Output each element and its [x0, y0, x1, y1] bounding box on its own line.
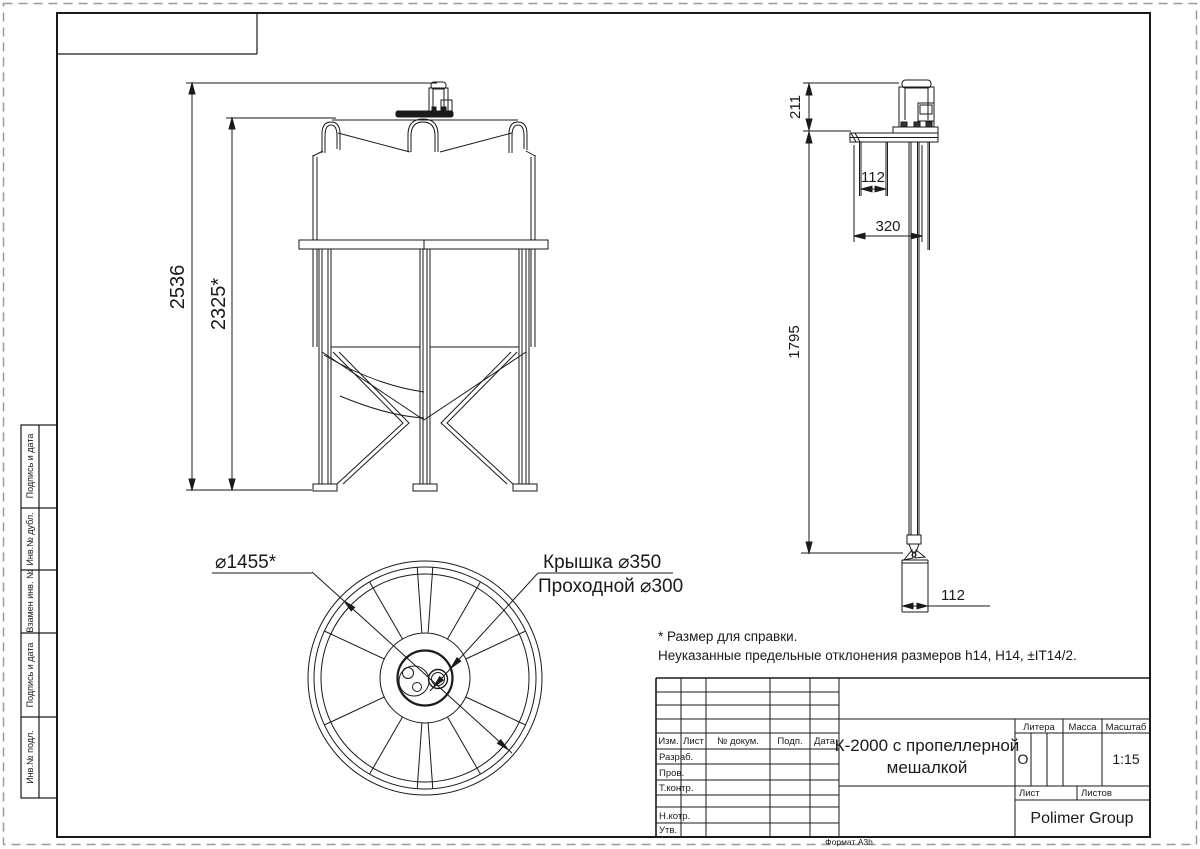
tb-row-nkontr: Н.котр. — [659, 811, 691, 822]
dim-shaft-length: 1795 — [786, 325, 803, 359]
tb-row-utv: Утв. — [659, 825, 678, 836]
margin-stamp-3: Взамен инв. № — [25, 569, 35, 633]
tb-title-line2: мешалкой — [886, 758, 968, 777]
dim-propeller-width: 112 — [941, 587, 965, 604]
margin-stamp-labels — [25, 434, 35, 784]
margin-stamp-1: Подпись и дата — [25, 433, 35, 499]
margin-stamp-2: Инв.№ дубл. — [25, 512, 35, 566]
tb-row-prov: Пров. — [659, 768, 685, 779]
dim-plan-diameter: ⌀1455* — [215, 552, 277, 573]
callout-cover: Крышка ⌀350 — [543, 552, 662, 573]
margin-stamp-5: Инв.№ подл. — [25, 730, 35, 784]
dim-motor-height: 211 — [787, 95, 804, 119]
tb-col-docnum: № докум. — [717, 736, 759, 747]
tb-title-line1: К-2000 с пропеллерной — [834, 736, 1020, 755]
tb-company: Polimer Group — [1030, 810, 1134, 827]
dim-nozzle-width: 112 — [861, 169, 885, 186]
tb-row-tkontr: Т.контр. — [659, 783, 694, 794]
dim-tank-height: 2325* — [208, 277, 230, 331]
tb-col-list: Лист — [683, 736, 704, 747]
tb-litera-label: Литера — [1023, 722, 1055, 733]
tb-scale-label: Масштаб — [1105, 722, 1147, 733]
tb-col-podp: Подп. — [777, 736, 803, 747]
note-tolerances: Неуказанные предельные отклонения размеров h14, H14, ±IT14/2. — [658, 648, 1077, 663]
tb-col-data: Дата — [813, 736, 836, 747]
tb-sheets-label: Листов — [1081, 788, 1112, 799]
callout-passage: Проходной ⌀300 — [538, 576, 684, 597]
tb-litera-value: О — [1017, 751, 1029, 767]
margin-stamp-4: Подпись и дата — [25, 642, 35, 708]
tb-sheet-label: Лист — [1019, 788, 1040, 799]
dim-lid-diameter: 320 — [875, 218, 901, 235]
note-reference-size: * Размер для справки. — [658, 629, 798, 644]
tb-col-izm: Изм. — [658, 736, 679, 747]
tb-row-razrab: Разраб. — [659, 752, 694, 763]
page-edge — [4, 4, 1197, 845]
dim-total-height: 2536 — [167, 264, 189, 310]
tb-mass-label: Масса — [1068, 722, 1097, 733]
tb-scale-value: 1:15 — [1112, 751, 1140, 767]
format-note: Формат А3h — [825, 837, 873, 847]
